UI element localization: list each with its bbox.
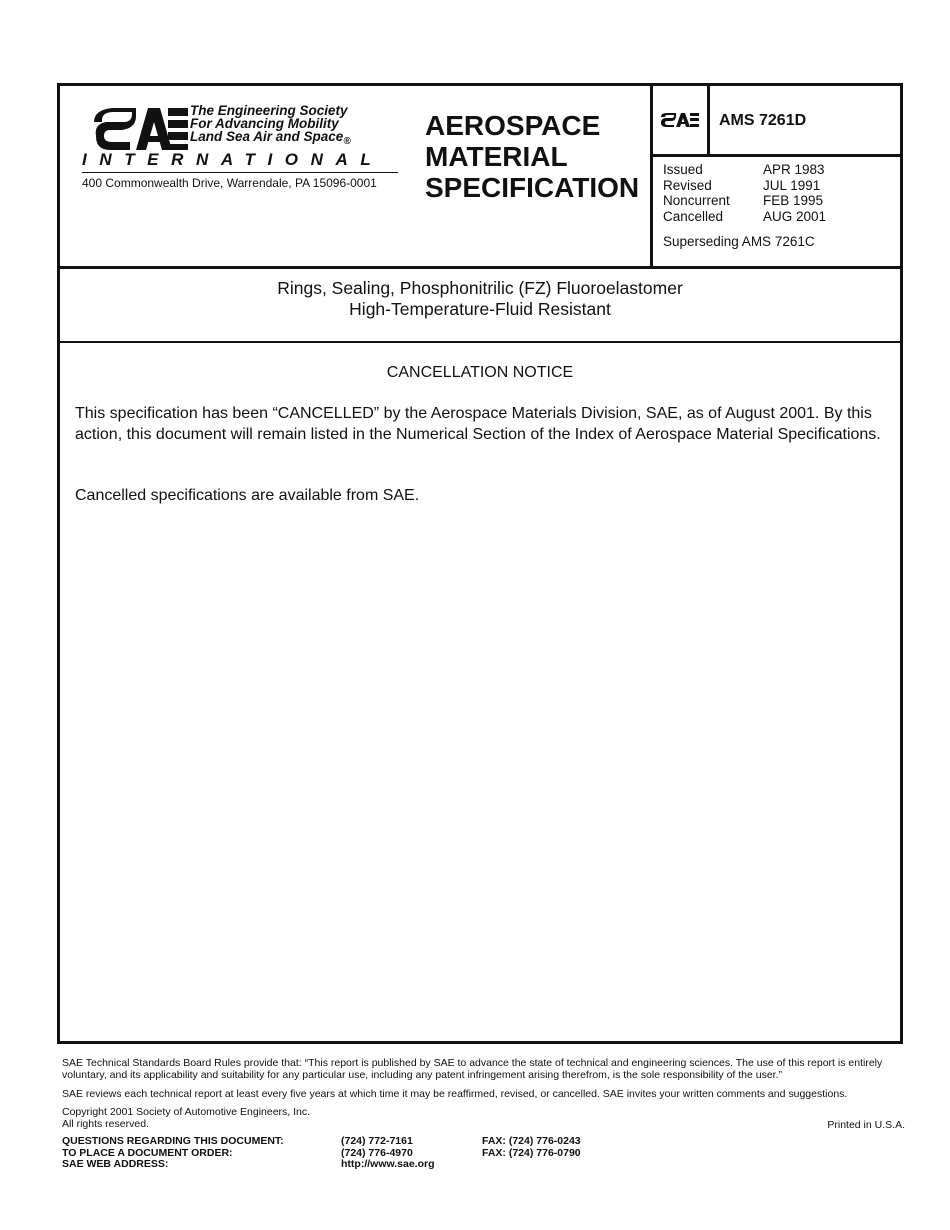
date-label: Cancelled	[663, 208, 724, 224]
contact-fax: FAX: (724) 776-0243	[482, 1135, 581, 1147]
contact-phone: (724) 776-4970	[341, 1146, 413, 1159]
rights-text: All rights reserved.	[62, 1118, 149, 1130]
sae-tagline	[190, 104, 351, 148]
sae-address: 400 Commonwealth Drive, Warrendale, PA 15096-0001	[82, 176, 377, 190]
tagline-text: Land Sea Air and Space	[190, 129, 344, 144]
document-header	[60, 86, 900, 269]
contact-label: QUESTIONS REGARDING THIS DOCUMENT:	[62, 1135, 284, 1147]
date-label: Revised	[663, 177, 712, 193]
superseding-note: Superseding AMS 7261C	[663, 234, 815, 249]
title-line: High-Temperature-Fluid Resistant	[349, 299, 611, 319]
tagline-line: For Advancing Mobility	[190, 116, 339, 131]
footer-copyright	[62, 1106, 310, 1130]
body-paragraph: This specification has been “CANCELLED” by the Aerospace Materials Division, SAE, as of August 2001. By this action, this document will remain listed in the Numerical Section of the Index of Aerospace Material Specifications.	[75, 405, 881, 443]
footer-rules: SAE Technical Standards Board Rules provide that: “This report is published by SAE to advance the state of technical and engineering sciences. The use of this report is entirely voluntary, and its applicability and suitability for any particular use, including any patent infringement arising therefrom, is the sole responsibility of the user.”	[62, 1057, 883, 1081]
tagline-line	[190, 130, 351, 148]
sae-logo-icon	[92, 106, 188, 156]
date-value: APR 1983	[763, 162, 825, 177]
divider	[82, 172, 398, 173]
footer-review: SAE reviews each technical report at least every five years at which time it may be reaffirmed, revised, or cancelled. SAE invites your written comments and suggestions.	[62, 1088, 848, 1100]
sae-small-logo	[653, 86, 710, 154]
contact-label: SAE WEB ADDRESS:	[62, 1158, 169, 1170]
notice-heading: CANCELLATION NOTICE	[386, 364, 574, 381]
date-label: Issued	[663, 162, 703, 177]
document-frame	[57, 83, 903, 1044]
copyright-text: Copyright 2001 Society of Automotive Engineers, Inc.	[62, 1106, 311, 1118]
contact-label: TO PLACE A DOCUMENT ORDER:	[62, 1146, 233, 1159]
date-value: FEB 1995	[763, 193, 824, 208]
contact-phone: (724) 772-7161	[341, 1135, 413, 1147]
date-value: AUG 2001	[763, 208, 827, 224]
spec-number-row	[653, 86, 903, 157]
registered-mark: ®	[343, 136, 351, 147]
spec-number: AMS 7261D	[719, 112, 807, 129]
contact-fax: FAX: (724) 776-0790	[482, 1146, 581, 1159]
printed-note: Printed in U.S.A.	[827, 1119, 905, 1131]
spec-id-box	[650, 86, 903, 266]
doc-type-line: MATERIAL	[425, 141, 568, 172]
date-label: Noncurrent	[663, 193, 730, 208]
web-address-link[interactable]: http://www.sae.org	[341, 1158, 435, 1170]
document-type	[425, 110, 639, 203]
doc-type-line: SPECIFICATION	[425, 172, 640, 203]
title-line: Rings, Sealing, Phosphonitrilic (FZ) Fluoroelastomer	[277, 278, 683, 298]
date-value: JUL 1991	[763, 177, 821, 193]
body-paragraph: Cancelled specifications are available from SAE.	[75, 487, 420, 504]
doc-type-line: AEROSPACE	[425, 110, 601, 141]
sae-small-logo-icon	[660, 112, 700, 128]
international-wordmark: INTERNATIONAL	[82, 150, 384, 169]
spec-title	[60, 266, 900, 343]
tagline-line: The Engineering Society	[190, 103, 348, 118]
